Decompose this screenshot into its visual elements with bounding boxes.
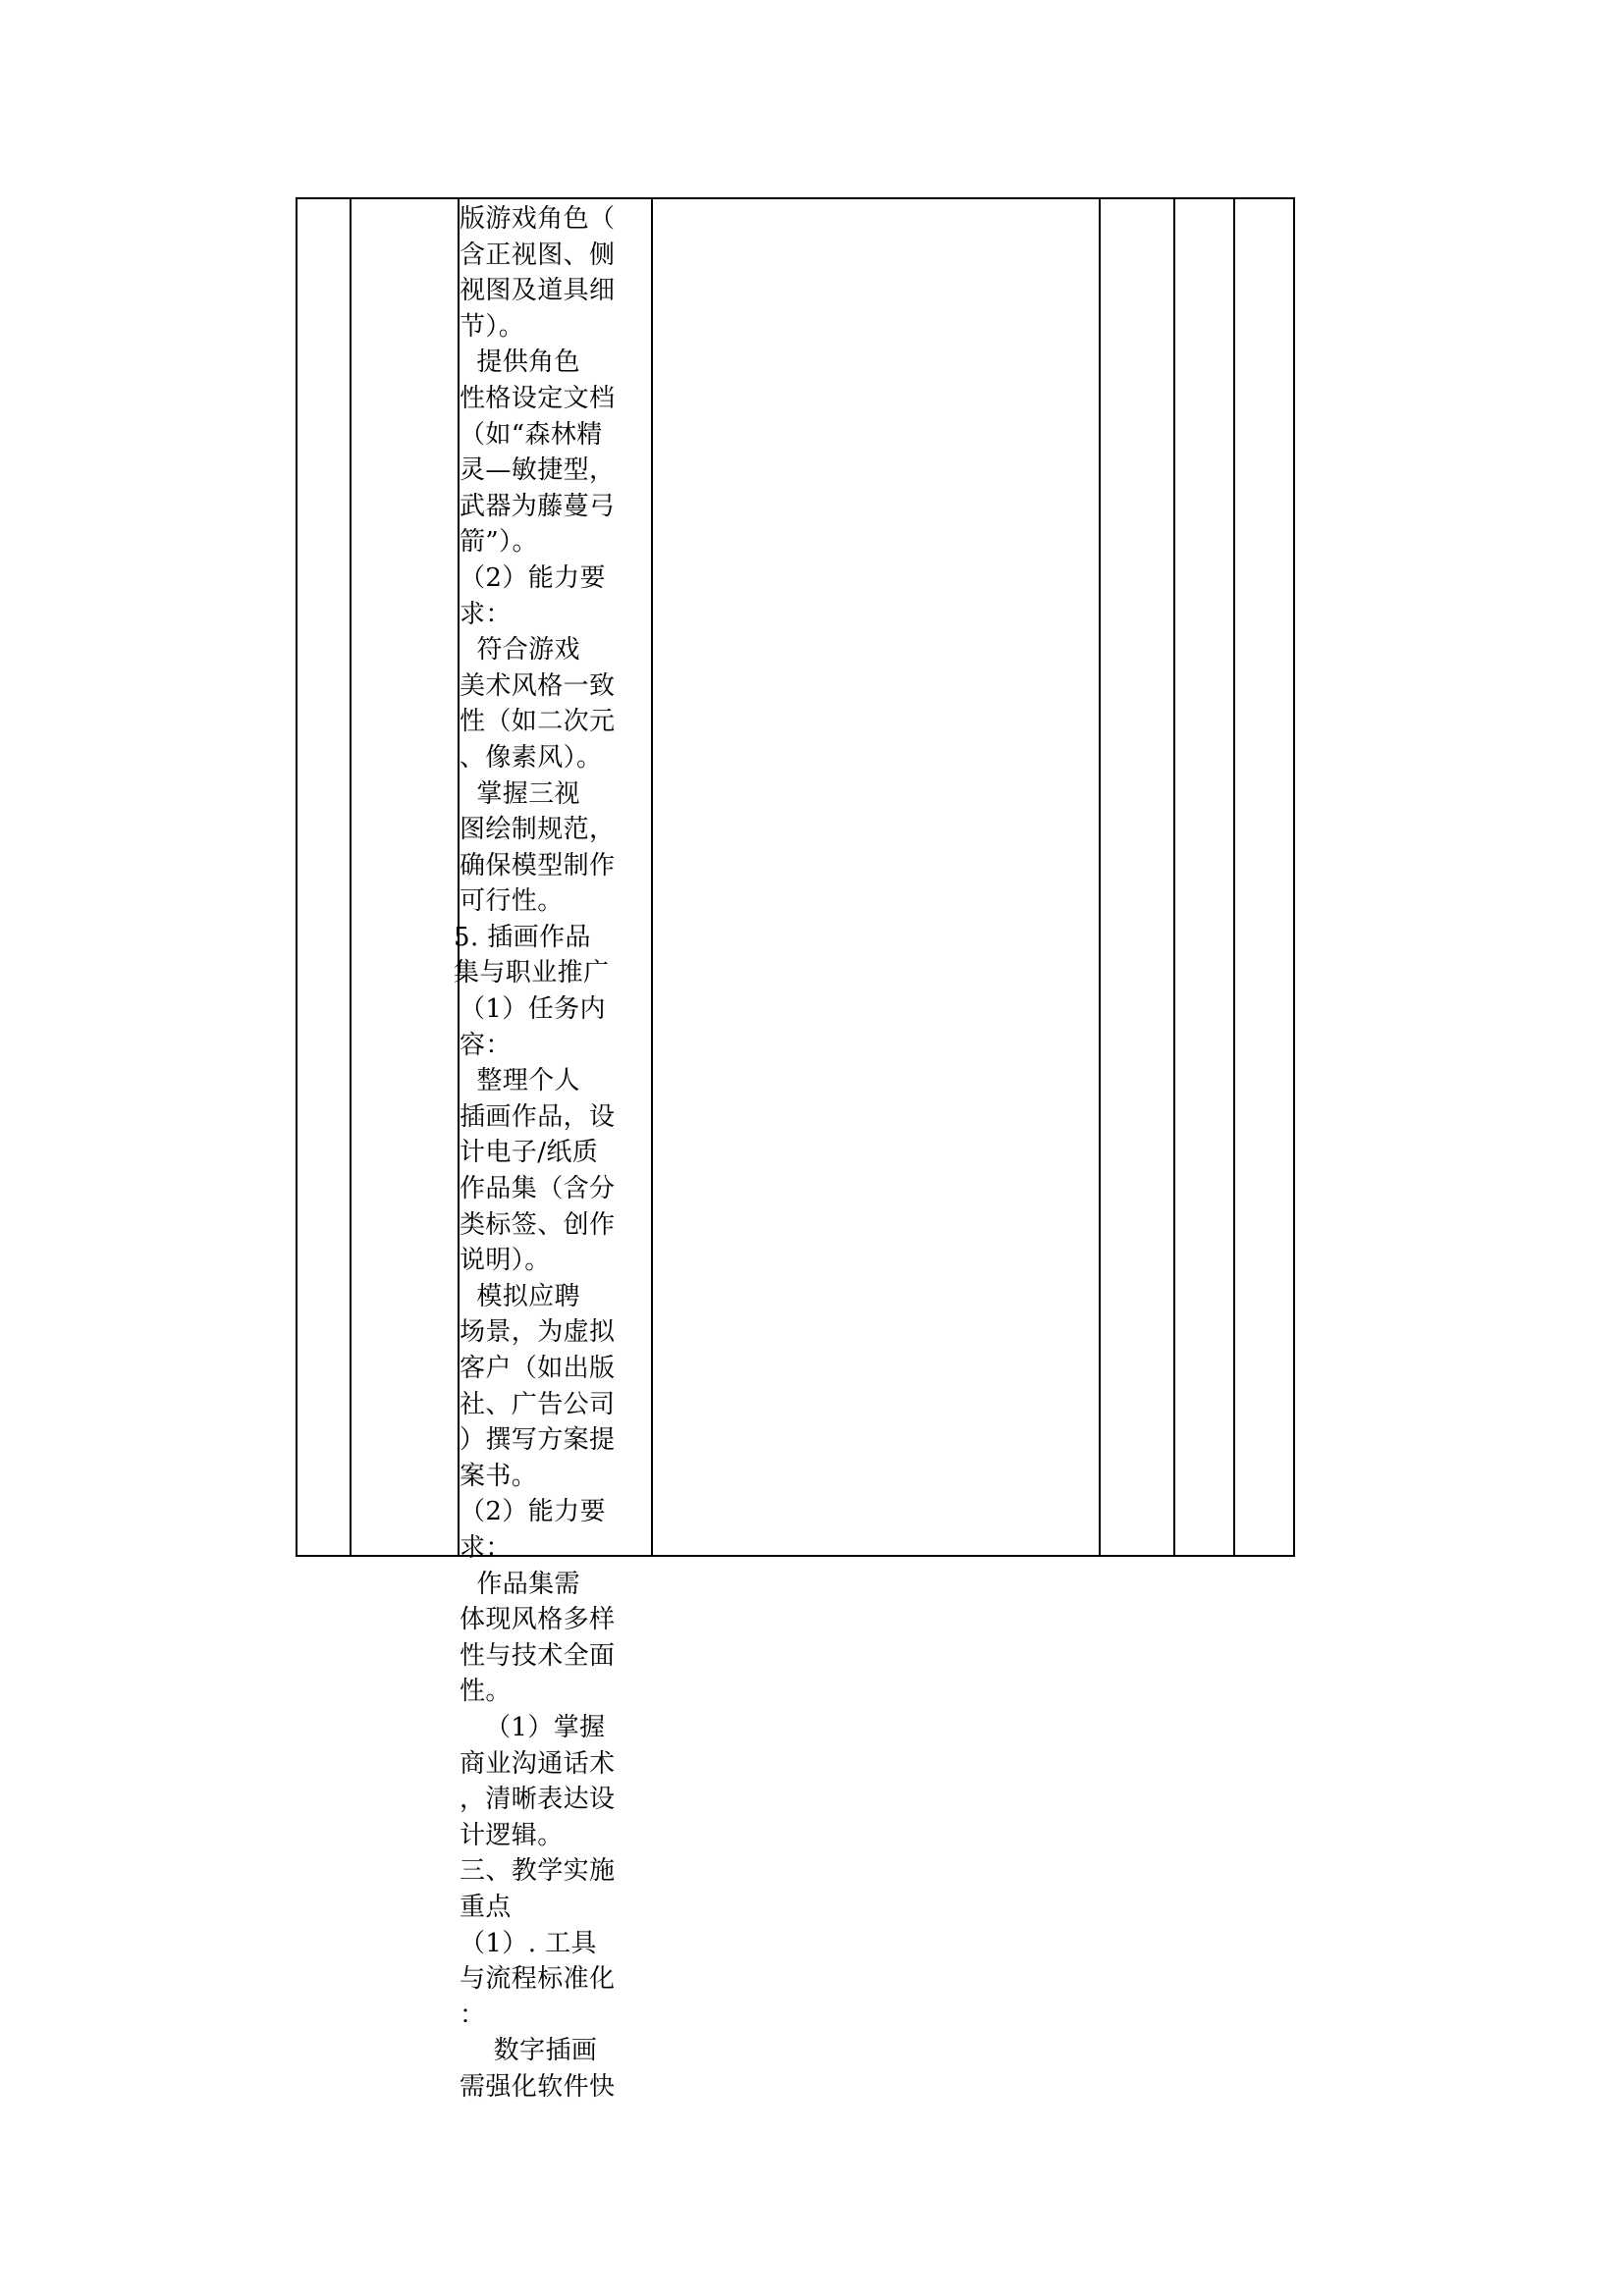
text-line: 性与技术全面 [460,1640,616,1671]
text-line: 集与职业推广 [454,958,610,988]
text-line: ）撰写方案提 [460,1425,616,1456]
document-table [296,197,1295,2102]
text-line: 体现风格多样 [460,1605,616,1635]
text-line: （1）. 工具 [460,1928,597,1958]
text-line: 可行性。 [460,886,564,917]
teaching-content-cell [454,201,651,2105]
text-line: 作品集（含分 [460,1174,616,1204]
text-line: （2）能力要 [460,1497,606,1527]
text-line: 客户（如出版 [460,1354,616,1383]
text-line: 整理个人 [460,1066,580,1096]
text-line: 掌握三视 [460,778,580,809]
text-line: 类标签、创作 [460,1209,616,1240]
text-line: 图绘制规范， [460,815,616,845]
column-divider [1173,199,1175,1555]
text-line: 提供角色 [460,347,580,378]
text-line: 容： [460,1030,512,1060]
text-line: 确保模型制作 [460,850,616,881]
text-line: 作品集需 [460,1569,580,1599]
text-line: 重点 [460,1892,512,1922]
text-line: 视图及道具细 [460,276,616,306]
text-line: 三、教学实施 [460,1856,616,1887]
text-line: 求： [460,1532,512,1563]
text-line: ，清晰表达设 [460,1785,616,1815]
text-line: （1）掌握 [460,1712,606,1742]
text-line: 、像素风）。 [460,742,603,773]
text-line: 数字插画 [460,2036,598,2066]
text-line: 与流程标准化 [460,1964,616,1995]
text-line: 武器为藤蔓弓 [460,491,616,521]
text-line: 插画作品，设 [460,1101,616,1132]
text-line: 求： [460,599,512,629]
column-divider [1099,199,1101,1555]
text-line: 计逻辑。 [460,1820,564,1850]
text-line: 版游戏角色（ [460,204,616,234]
text-line: 节）。 [460,311,525,342]
column-divider [350,199,352,1555]
text-line: 箭”）。 [460,527,538,558]
text-line: 商业沟通话术 [460,1748,616,1779]
text-line: 性。 [460,1677,512,1707]
text-line: 性格设定文档 [460,383,616,413]
text-line: ： [460,2000,486,2030]
text-line: 模拟应聘 [460,1281,580,1311]
text-line: （2）能力要 [460,562,606,593]
text-line: 符合游戏 [460,635,580,666]
column-divider [1233,199,1235,1555]
text-line: 含正视图、侧 [460,240,616,270]
column-divider [651,199,653,1555]
text-line: 计电子/纸质 [460,1138,599,1168]
text-line: 5. 插画作品 [454,922,591,952]
text-line: （1）任务内 [460,994,606,1025]
text-line: 说明）。 [460,1246,551,1276]
text-line: （如“森林精 [460,419,603,450]
text-line: 需强化软件快 [460,2071,616,2102]
text-line: 美术风格一致 [460,670,616,701]
text-line: 案书。 [460,1461,538,1491]
text-line: 性（如二次元 [460,707,616,737]
text-line: 灵—敏捷型， [460,455,616,486]
text-line: 社、广告公司 [460,1389,616,1419]
text-line: 场景，为虚拟 [460,1317,616,1348]
